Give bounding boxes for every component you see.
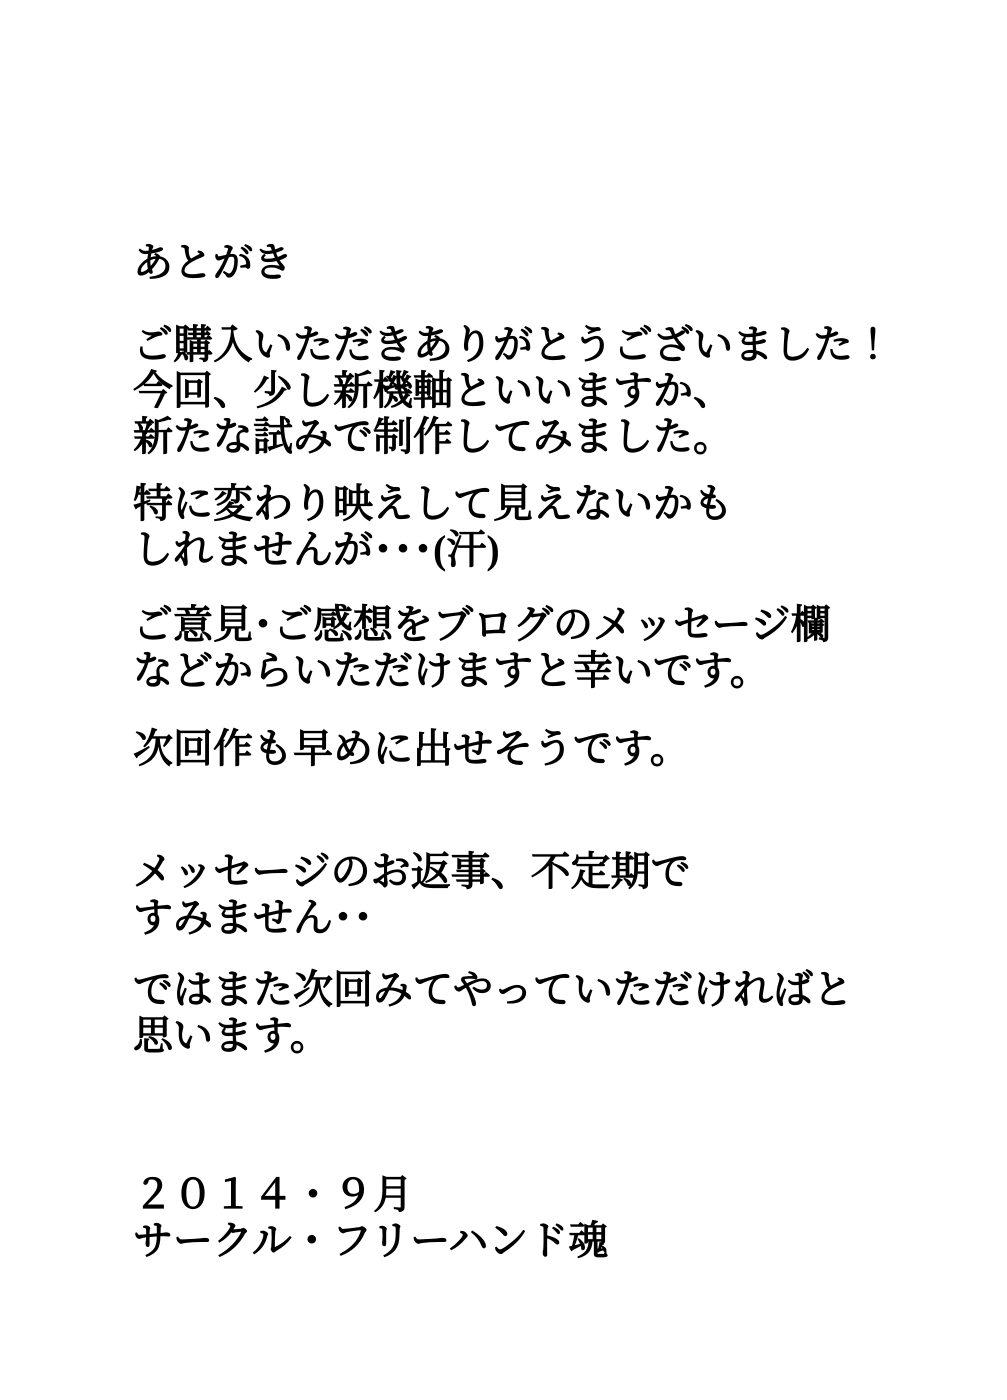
paragraph-line: 特に変わり映えして見えないかも <box>133 481 733 526</box>
paragraph-line: メッセージのお返事、不定期で <box>133 849 691 894</box>
colophon <box>133 1172 608 1264</box>
colophon-date: ２０１４・９月 <box>133 1172 413 1217</box>
paragraph-line: しれませんが･･･(汗) <box>133 527 500 572</box>
paragraph-feedback-request <box>133 602 831 694</box>
paragraph-apology <box>133 849 691 941</box>
paragraph-line: ご購入いただきありがとうございました！ <box>133 322 893 367</box>
paragraph-line: 新たな試みで制作してみました。 <box>133 414 733 459</box>
paragraph-line: ではまた次回みてやっていただければと <box>133 967 853 1012</box>
paragraph-line: ご意見･ご感想をブログのメッセージ欄 <box>133 602 831 647</box>
paragraph-line: 思います。 <box>133 1013 330 1058</box>
paragraph-thanks <box>133 322 893 460</box>
paragraph-remark <box>133 481 733 573</box>
colophon-circle-name: サークル・フリーハンド魂 <box>133 1218 609 1263</box>
paragraph-line: などからいただけますと幸いです。 <box>133 648 770 693</box>
paragraph-line: 今回、少し新機軸といいますか、 <box>133 368 733 413</box>
paragraph-next-work <box>133 726 690 772</box>
paragraph-closing <box>133 967 853 1059</box>
page-title <box>133 240 293 286</box>
paragraph-line: すみません･･ <box>133 895 373 940</box>
paragraph-line: 次回作も早めに出せそうです。 <box>133 726 690 771</box>
page-title-text: あとがき <box>133 240 293 285</box>
